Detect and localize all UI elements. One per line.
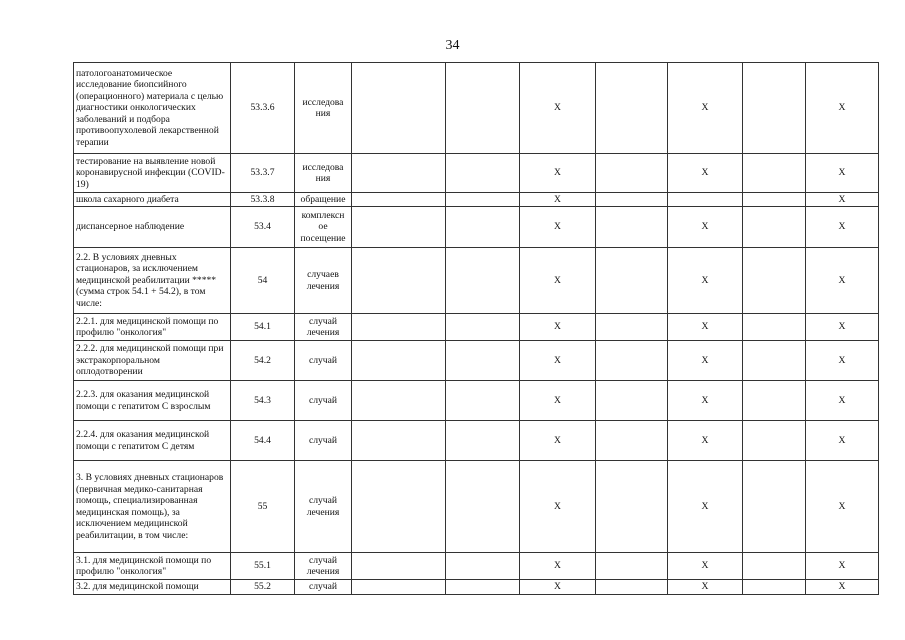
value-cell: X <box>806 341 879 381</box>
value-cell: X <box>668 63 743 154</box>
value-cell: X <box>668 248 743 314</box>
value-cell: X <box>520 314 596 341</box>
value-cell: X <box>520 461 596 553</box>
value-cell <box>446 193 520 207</box>
page-number: 34 <box>445 38 460 53</box>
value-cell <box>743 341 806 381</box>
value-cell <box>743 207 806 248</box>
row-code: 54.2 <box>231 341 295 381</box>
row-unit: исследова ния <box>295 63 352 154</box>
value-cell: X <box>806 63 879 154</box>
value-cell: X <box>520 381 596 421</box>
value-cell: X <box>668 421 743 461</box>
value-cell <box>446 314 520 341</box>
table-row <box>74 193 879 207</box>
value-cell <box>743 154 806 193</box>
row-unit: случай <box>295 341 352 381</box>
value-cell <box>743 580 806 595</box>
value-cell: X <box>520 421 596 461</box>
value-cell <box>596 341 668 381</box>
value-cell <box>352 461 446 553</box>
value-cell: X <box>806 248 879 314</box>
value-cell: X <box>806 580 879 595</box>
value-cell <box>446 154 520 193</box>
row-code: 53.3.7 <box>231 154 295 193</box>
value-cell <box>743 553 806 580</box>
value-cell <box>596 248 668 314</box>
value-cell: X <box>520 207 596 248</box>
value-cell <box>596 193 668 207</box>
value-cell <box>596 314 668 341</box>
value-cell: X <box>520 193 596 207</box>
table-row <box>74 580 879 595</box>
row-unit: исследова ния <box>295 154 352 193</box>
value-cell <box>352 63 446 154</box>
row-code: 53.4 <box>231 207 295 248</box>
value-cell <box>446 461 520 553</box>
row-unit: комплексн ое посещение <box>295 207 352 248</box>
value-cell: X <box>668 314 743 341</box>
row-unit: случай <box>295 381 352 421</box>
value-cell: X <box>806 314 879 341</box>
value-cell <box>596 461 668 553</box>
value-cell: X <box>668 461 743 553</box>
row-code: 54 <box>231 248 295 314</box>
value-cell <box>352 154 446 193</box>
value-cell <box>596 421 668 461</box>
table-row <box>74 421 879 461</box>
value-cell <box>596 154 668 193</box>
value-cell <box>743 63 806 154</box>
table-row <box>74 381 879 421</box>
table-row <box>74 314 879 341</box>
value-cell: X <box>668 381 743 421</box>
table-row <box>74 341 879 381</box>
value-cell <box>668 193 743 207</box>
row-name: 2.2.1. для медицинской помощи по профилю "онкология" <box>74 314 231 341</box>
value-cell <box>743 381 806 421</box>
row-name: 2.2.4. для оказания медицинской помощи с гепатитом С детям <box>74 421 231 461</box>
value-cell: X <box>806 154 879 193</box>
value-cell: X <box>806 207 879 248</box>
row-code: 54.1 <box>231 314 295 341</box>
value-cell: X <box>668 553 743 580</box>
value-cell: X <box>520 341 596 381</box>
value-cell <box>446 207 520 248</box>
row-name: 3.1. для медицинской помощи по профилю "онкология" <box>74 553 231 580</box>
value-cell <box>446 248 520 314</box>
value-cell <box>352 553 446 580</box>
value-cell <box>743 461 806 553</box>
value-cell <box>352 207 446 248</box>
value-cell <box>596 207 668 248</box>
value-cell: X <box>668 341 743 381</box>
value-cell <box>596 580 668 595</box>
value-cell: X <box>668 154 743 193</box>
value-cell <box>446 580 520 595</box>
value-cell <box>352 341 446 381</box>
row-unit: обращение <box>295 193 352 207</box>
row-name: 3.2. для медицинской помощи <box>74 580 231 595</box>
row-name: 2.2.3. для оказания медицинской помощи с гепатитом С взрослым <box>74 381 231 421</box>
row-code: 53.3.6 <box>231 63 295 154</box>
value-cell: X <box>520 580 596 595</box>
value-cell <box>352 248 446 314</box>
row-code: 54.4 <box>231 421 295 461</box>
row-unit: случай лечения <box>295 461 352 553</box>
value-cell: X <box>520 553 596 580</box>
value-cell <box>352 193 446 207</box>
value-cell: X <box>806 193 879 207</box>
value-cell <box>596 63 668 154</box>
value-cell: X <box>806 461 879 553</box>
value-cell <box>743 314 806 341</box>
value-cell: X <box>806 381 879 421</box>
row-unit: случай лечения <box>295 553 352 580</box>
value-cell <box>743 421 806 461</box>
row-unit: случай <box>295 421 352 461</box>
value-cell <box>446 381 520 421</box>
row-name: 3. В условиях дневных стационаров (первичная медико-санитарная помощь, специализированная медицинская помощь), за исключением медицинской реабилитации, в том числе: <box>74 461 231 553</box>
value-cell: X <box>668 207 743 248</box>
row-code: 55 <box>231 461 295 553</box>
value-cell <box>596 381 668 421</box>
row-name: патологоанатомическое исследование биопсийного (операционного) материала с целью диагностики онкологических заболеваний и подбора противоопухолевой лекарственной терапии <box>74 63 231 154</box>
table-row <box>74 207 879 248</box>
row-code: 54.3 <box>231 381 295 421</box>
value-cell: X <box>520 248 596 314</box>
value-cell <box>446 63 520 154</box>
row-unit: случаев лечения <box>295 248 352 314</box>
value-cell <box>352 381 446 421</box>
value-cell <box>352 314 446 341</box>
value-cell: X <box>520 154 596 193</box>
value-cell <box>743 193 806 207</box>
row-unit: случай <box>295 580 352 595</box>
value-cell: X <box>520 63 596 154</box>
value-cell <box>352 421 446 461</box>
row-unit: случай лечения <box>295 314 352 341</box>
row-name: тестирование на выявление новой коронавирусной инфекции (COVID-19) <box>74 154 231 193</box>
value-cell <box>352 580 446 595</box>
row-name: школа сахарного диабета <box>74 193 231 207</box>
value-cell <box>446 553 520 580</box>
value-cell <box>743 248 806 314</box>
row-name: 2.2. В условиях дневных стационаров, за исключением медицинской реабилитации ***** (сумма строк 54.1 + 54.2), в том числе: <box>74 248 231 314</box>
table-row <box>74 461 879 553</box>
table-row <box>74 63 879 154</box>
row-name: 2.2.2. для медицинской помощи при экстракорпоральном оплодотворении <box>74 341 231 381</box>
row-code: 55.1 <box>231 553 295 580</box>
value-cell: X <box>806 553 879 580</box>
row-name: диспансерное наблюдение <box>74 207 231 248</box>
table-row <box>74 248 879 314</box>
table-row <box>74 553 879 580</box>
table-row <box>74 154 879 193</box>
services-table <box>73 62 879 595</box>
value-cell: X <box>668 580 743 595</box>
value-cell <box>596 553 668 580</box>
value-cell: X <box>806 421 879 461</box>
value-cell <box>446 421 520 461</box>
row-code: 55.2 <box>231 580 295 595</box>
row-code: 53.3.8 <box>231 193 295 207</box>
value-cell <box>446 341 520 381</box>
